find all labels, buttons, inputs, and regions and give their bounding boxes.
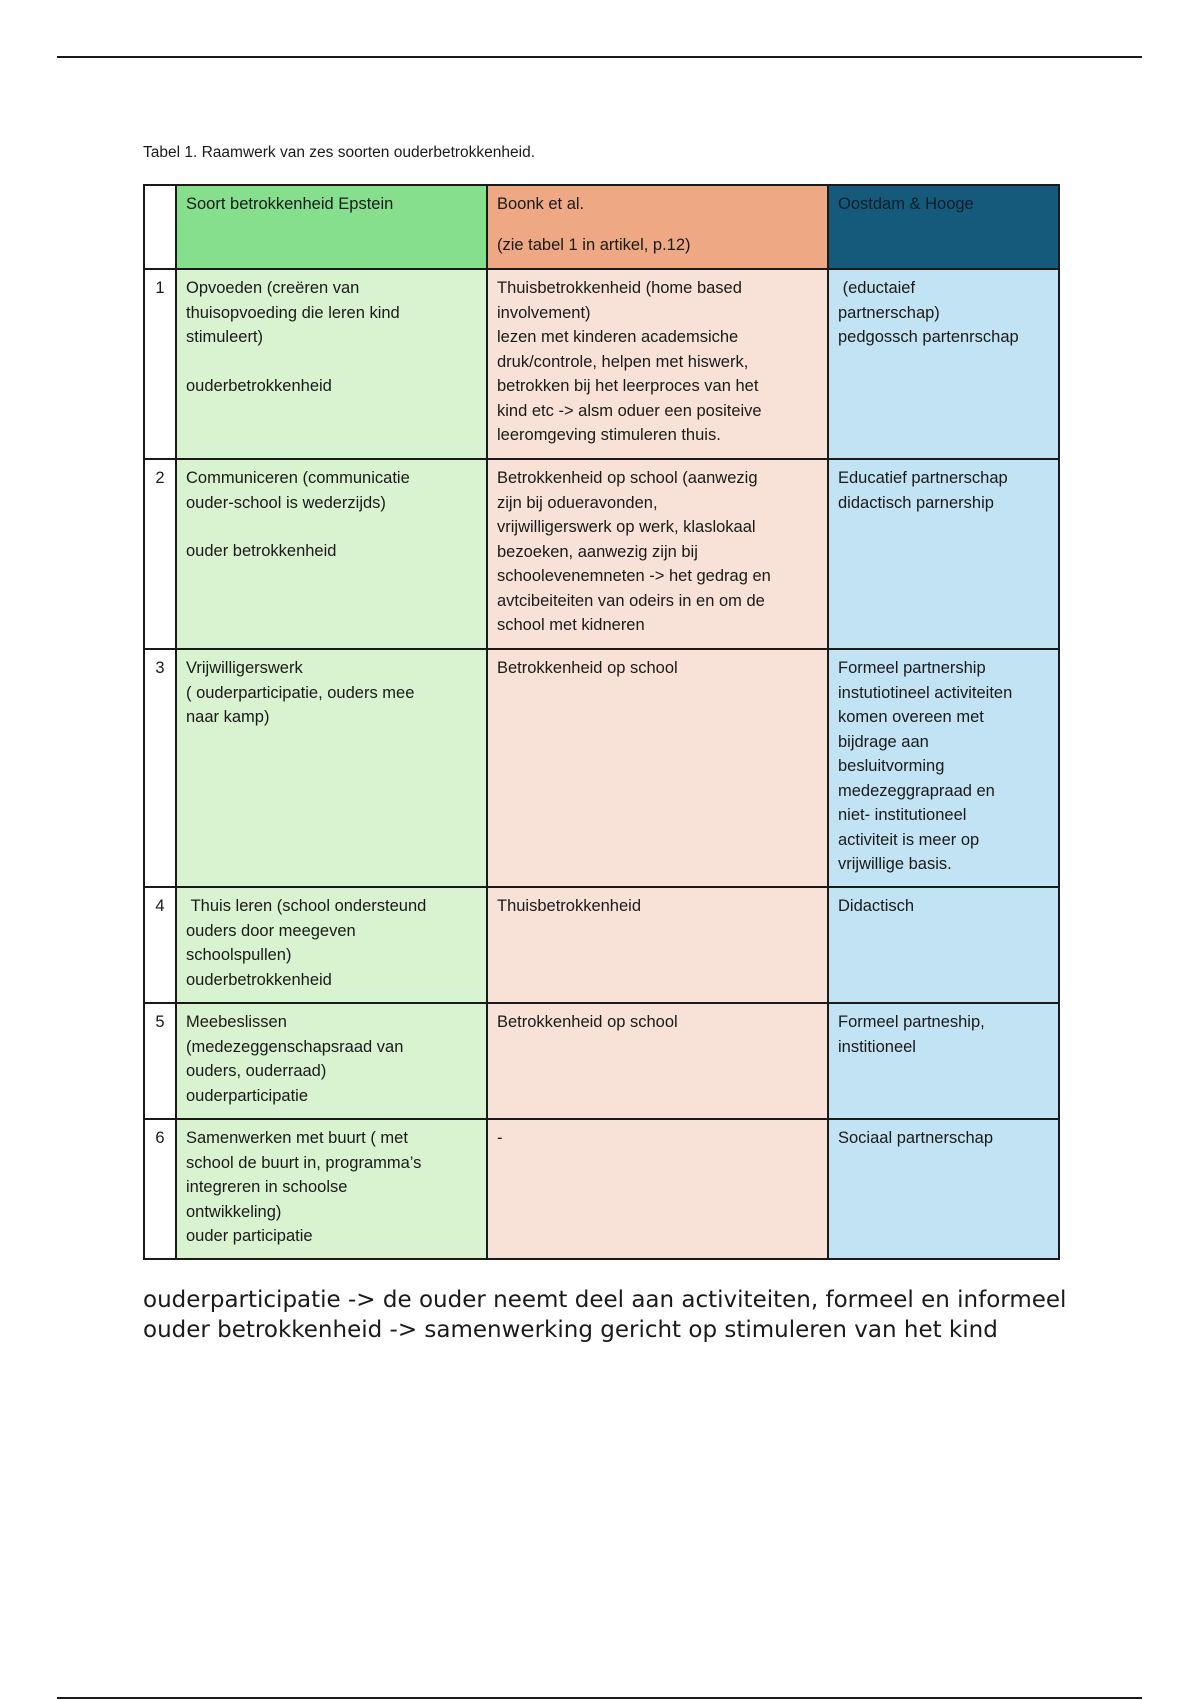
cell-line: Thuis leren (school ondersteund xyxy=(186,897,427,915)
cell-line: Didactisch xyxy=(838,897,915,915)
cell-line: (medezeggenschapsraad van xyxy=(186,1037,404,1056)
cell-line: leeromgeving stimuleren thuis. xyxy=(497,426,721,444)
table-row xyxy=(144,887,1059,1003)
cell-epstein xyxy=(176,887,487,1003)
cell-line: druk/controle, helpen met hiswerk, xyxy=(497,352,749,371)
cell-line: zijn bij odueravonden, xyxy=(497,493,658,512)
page-bottom-rule xyxy=(57,1697,1142,1699)
definition-notes xyxy=(143,1285,1083,1345)
cell-line: lezen met kinderen academsiche xyxy=(497,328,739,346)
cell-line: vrijwilligerswerk op werk, klaslokaal xyxy=(497,518,756,536)
cell-line: involvement) xyxy=(497,303,591,322)
cell-line: Samenwerken met buurt ( met xyxy=(186,1129,408,1147)
cell-line: Formeel partnership xyxy=(838,659,986,677)
cell-line: Betrokkenheid op school (aanwezig xyxy=(497,469,758,487)
cell-line: Opvoeden (creëren van xyxy=(186,279,360,297)
cell-line: integreren in schoolse xyxy=(186,1178,348,1196)
table-header-row xyxy=(144,185,1059,269)
cell-line: ouder betrokkenheid xyxy=(186,542,337,560)
header-epstein-label: Soort betrokkenheid Epstein xyxy=(186,195,394,213)
cell-line: - xyxy=(497,1129,503,1147)
header-number xyxy=(144,185,176,269)
cell-line: komen overeen met xyxy=(838,708,984,726)
cell-line: Thuisbetrokkenheid xyxy=(497,897,642,915)
table-caption: Tabel 1. Raamwerk van zes soorten ouderbetrokkenheid. xyxy=(143,144,536,161)
cell-line: Meebeslissen xyxy=(186,1013,287,1031)
header-oostdam xyxy=(828,185,1059,269)
cell-line: activiteit is meer op xyxy=(838,830,980,849)
cell-line: Betrokkenheid op school xyxy=(497,659,678,677)
row-number: 2 xyxy=(144,459,176,649)
involvement-framework-table xyxy=(143,184,1060,1260)
cell-line: ouder-school is wederzijds) xyxy=(186,493,386,512)
cell-line xyxy=(186,350,477,374)
cell-line: Educatief partnerschap xyxy=(838,469,1008,487)
row-number: 3 xyxy=(144,649,176,887)
row-number: 6 xyxy=(144,1119,176,1259)
cell-boonk xyxy=(487,649,828,887)
header-boonk-reference: (zie tabel 1 in artikel, p.12) xyxy=(497,235,691,254)
page-top-rule xyxy=(57,56,1142,58)
cell-line: partnerschap) xyxy=(838,303,940,322)
table-row xyxy=(144,1003,1059,1119)
cell-line: Thuisbetrokkenheid (home based xyxy=(497,279,742,297)
cell-oostdam xyxy=(828,459,1059,649)
header-oostdam-label: Oostdam & Hooge xyxy=(838,195,974,213)
cell-oostdam xyxy=(828,649,1059,887)
cell-line: ontwikkeling) xyxy=(186,1202,282,1221)
row-number: 1 xyxy=(144,269,176,459)
cell-boonk xyxy=(487,1003,828,1119)
cell-line: betrokken bij het leerproces van het xyxy=(497,377,759,395)
cell-epstein xyxy=(176,269,487,459)
table-row xyxy=(144,1119,1059,1259)
cell-oostdam xyxy=(828,1119,1059,1259)
cell-line: ouder participatie xyxy=(186,1227,313,1245)
table-row xyxy=(144,649,1059,887)
cell-epstein xyxy=(176,459,487,649)
cell-line: besluitvorming xyxy=(838,757,945,775)
note-ouderparticipatie: ouderparticipatie -> de ouder neemt deel aan activiteiten, formeel en informeel xyxy=(143,1287,1067,1313)
cell-line: ouders, ouderraad) xyxy=(186,1062,327,1080)
cell-line: bijdrage aan xyxy=(838,732,929,751)
note-ouderbetrokkenheid: ouder betrokkenheid -> samenwerking gericht op stimuleren van het kind xyxy=(143,1317,998,1343)
cell-line: niet- institutioneel xyxy=(838,806,967,824)
table-row xyxy=(144,269,1059,459)
cell-boonk xyxy=(487,887,828,1003)
cell-epstein xyxy=(176,1119,487,1259)
cell-line: Vrijwilligerswerk xyxy=(186,659,303,677)
cell-line: kind etc -> alsm oduer een positeive xyxy=(497,401,762,420)
cell-oostdam xyxy=(828,887,1059,1003)
cell-line: schoolspullen) xyxy=(186,946,292,964)
cell-line: Betrokkenheid op school xyxy=(497,1013,678,1031)
table-row xyxy=(144,459,1059,649)
cell-line: institioneel xyxy=(838,1037,916,1056)
cell-line: ( ouderparticipatie, ouders mee xyxy=(186,683,415,702)
table-body xyxy=(144,269,1059,1259)
cell-line: Communiceren (communicatie xyxy=(186,469,410,487)
cell-epstein xyxy=(176,1003,487,1119)
row-number: 5 xyxy=(144,1003,176,1119)
cell-line: ouders door meegeven xyxy=(186,921,356,940)
cell-epstein xyxy=(176,649,487,887)
cell-line: pedgossch partenrschap xyxy=(838,328,1019,346)
cell-line xyxy=(186,515,477,539)
header-epstein xyxy=(176,185,487,269)
cell-oostdam xyxy=(828,269,1059,459)
cell-oostdam xyxy=(828,1003,1059,1119)
row-number: 4 xyxy=(144,887,176,1003)
cell-line: medezeggrapraad en xyxy=(838,781,995,800)
cell-line: school met kidneren xyxy=(497,616,645,634)
cell-line: Formeel partneship, xyxy=(838,1013,985,1031)
cell-line: bezoeken, aanwezig zijn bij xyxy=(497,542,698,561)
cell-line: ouderbetrokkenheid xyxy=(186,970,332,989)
cell-line: naar kamp) xyxy=(186,708,270,726)
cell-line: schoolevenemneten -> het gedrag en xyxy=(497,567,771,585)
cell-line: (eductaief xyxy=(838,279,916,297)
cell-line: thuisopvoeding die leren kind xyxy=(186,303,400,322)
cell-line: didactisch parnership xyxy=(838,493,994,512)
header-boonk xyxy=(487,185,828,269)
cell-line: instutiotineel activiteiten xyxy=(838,683,1013,702)
header-boonk-label: Boonk et al. xyxy=(497,195,585,213)
cell-line: school de buurt in, programma’s xyxy=(186,1153,422,1172)
cell-line: Sociaal partnerschap xyxy=(838,1129,994,1147)
cell-line: ouderbetrokkenheid xyxy=(186,376,332,395)
cell-line: ouderparticipatie xyxy=(186,1086,308,1105)
cell-boonk xyxy=(487,269,828,459)
cell-line: vrijwillige basis. xyxy=(838,855,952,873)
cell-line: stimuleert) xyxy=(186,328,264,346)
cell-boonk xyxy=(487,1119,828,1259)
cell-boonk xyxy=(487,459,828,649)
cell-line: avtcibeiteiten van odeirs in en om de xyxy=(497,591,765,610)
